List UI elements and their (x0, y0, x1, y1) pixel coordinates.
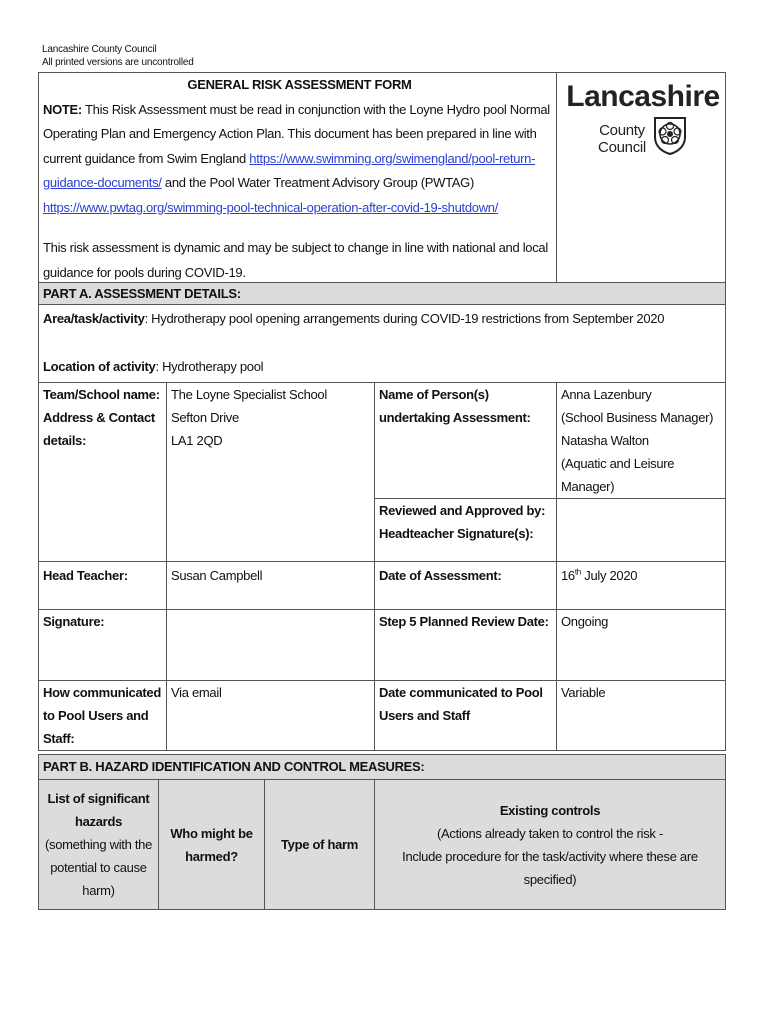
form-intro-cell (39, 73, 557, 286)
part-b-table (38, 754, 726, 910)
team-line: Sefton Drive (171, 410, 239, 425)
persons-value (557, 383, 726, 499)
date-day: 16 (561, 568, 575, 583)
logo-line-county: County (599, 121, 645, 139)
controls-title: Existing controls (499, 802, 601, 818)
head-teacher-value: Susan Campbell (167, 562, 375, 610)
review-date-label: Step 5 Planned Review Date: (375, 610, 557, 681)
part-b-heading: PART B. HAZARD IDENTIFICATION AND CONTROL MEASURES: (39, 755, 726, 780)
header-org: Lancashire County Council (42, 44, 157, 55)
communicated-label: How communicated to Pool Users and Staff: (39, 681, 167, 751)
head-teacher-label: Head Teacher: (39, 562, 167, 610)
persons-label: Name of Person(s) undertaking Assessment: (375, 383, 557, 499)
date-communicated-value: Variable (557, 681, 726, 751)
existing-controls-column-header (375, 780, 726, 910)
area-label: Area/task/activity (43, 311, 145, 326)
team-value (167, 383, 375, 562)
note-label: NOTE: (43, 101, 82, 117)
note-text-1: This Risk Assessment must be read in conjunction with the Loyne Hydro pool Normal Operating Plan and Emergency Action Plan. This document has been prepared in line with current guidance from Swim England (43, 101, 550, 166)
location-label: Location of activity (43, 359, 156, 374)
review-date-value: Ongoing (557, 610, 726, 681)
date-rest: July 2020 (580, 568, 638, 583)
date-of-assessment-label: Date of Assessment: (375, 562, 557, 610)
form-note (43, 98, 556, 221)
document-header (42, 43, 194, 69)
swim-england-link[interactable]: https://www.swimming.org/swimengland/pool-return-guidance-documents/ (43, 150, 536, 190)
reviewed-value (557, 499, 726, 562)
pwtag-link[interactable]: https://www.pwtag.org/swimming-pool-technical-operation-after-covid-19-shutdown/ (43, 199, 499, 215)
team-line: The Loyne Specialist School (171, 387, 327, 402)
persons-line: (School Business Manager) (561, 410, 714, 425)
hazards-subtitle: (something with the potential to cause harm) (44, 837, 153, 898)
assessment-header-table (38, 72, 726, 286)
part-a-heading: PART A. ASSESSMENT DETAILS: (39, 283, 726, 305)
date-communicated-label: Date communicated to Pool Users and Staff (375, 681, 557, 751)
persons-line: Anna Lazenbury (561, 387, 652, 402)
signature-label: Signature: (39, 610, 167, 681)
who-harmed-column-header: Who might be harmed? (159, 780, 265, 910)
type-of-harm-column-header: Type of harm (265, 780, 375, 910)
logo-title: Lancashire (566, 80, 720, 113)
location-value: : Hydrotherapy pool (155, 359, 264, 374)
persons-line: Natasha Walton (561, 433, 649, 448)
hazards-title: List of significant hazards (47, 791, 150, 829)
activity-cell (39, 305, 726, 383)
hazards-column-header (39, 780, 159, 910)
logo-cell (557, 73, 726, 286)
persons-line: (Aquatic and Leisure Manager) (561, 456, 675, 494)
header-notice: All printed versions are uncontrolled (42, 57, 194, 68)
signature-value (167, 610, 375, 681)
note-text-2: and the Pool Water Treatment Advisory Group (PWTAG) (161, 175, 475, 190)
communicated-value: Via email (167, 681, 375, 751)
part-a-table (38, 282, 726, 751)
area-value: : Hydrotherapy pool opening arrangements during COVID-19 restrictions from September 2020 (144, 311, 665, 326)
controls-subtitle-1: (Actions already taken to control the risk - (437, 825, 663, 841)
logo-line-council: Council (598, 138, 646, 156)
reviewed-label: Reviewed and Approved by: Headteacher Signature(s): (375, 499, 557, 562)
controls-subtitle-2: Include procedure for the task/activity where these are specified) (402, 848, 698, 887)
date-of-assessment-value (557, 562, 726, 610)
rose-crest-icon (652, 115, 688, 162)
team-line: LA1 2QD (171, 433, 223, 448)
form-title: GENERAL RISK ASSESSMENT FORM (187, 77, 412, 92)
dynamic-note: This risk assessment is dynamic and may be subject to change in line with national and local guidance for pools during COVID-19. (43, 240, 548, 280)
date-suffix: th (574, 567, 581, 577)
team-label: Team/School name: Address & Contact details: (39, 383, 167, 562)
